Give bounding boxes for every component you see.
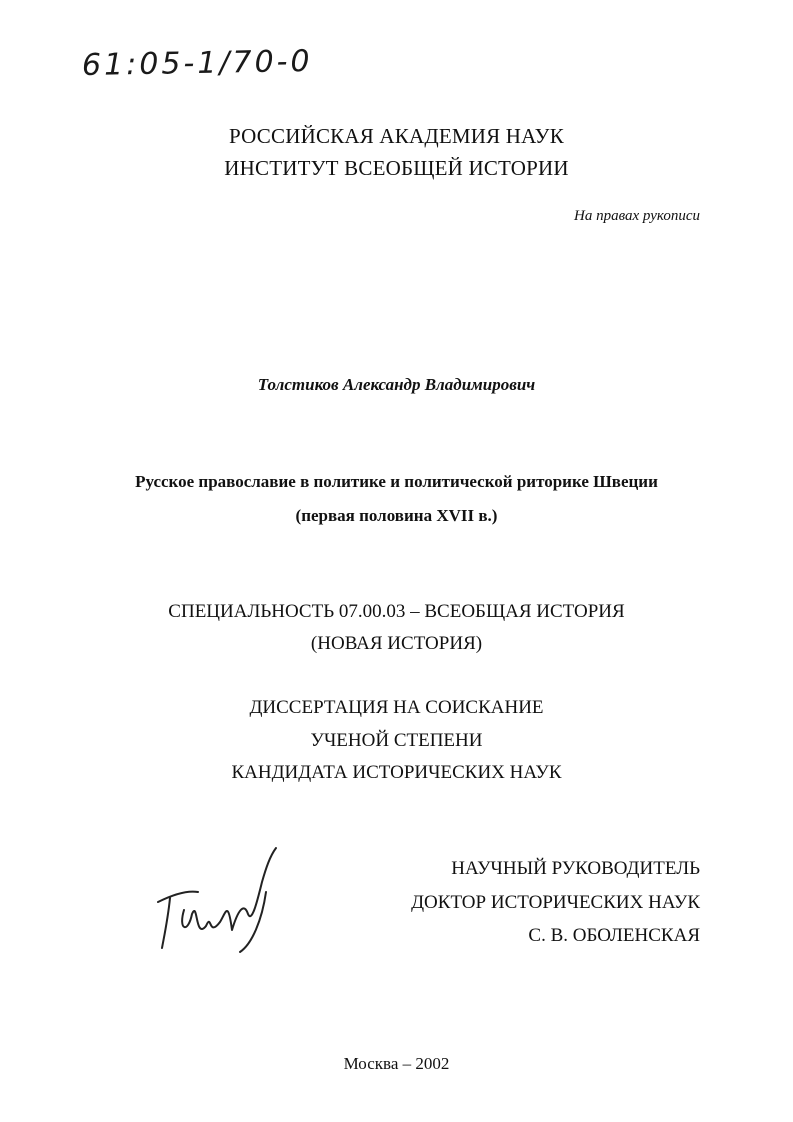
organization-name: РОССИЙСКАЯ АКАДЕМИЯ НАУК: [229, 124, 564, 148]
dissertation-subtitle: (первая половина XVII в.): [295, 506, 498, 525]
supervisor-degree: ДОКТОР ИСТОРИЧЕСКИХ НАУК: [411, 892, 700, 913]
supervisor-name: С. В. ОБОЛЕНСКАЯ: [528, 925, 700, 946]
archive-code: 61:05-1/70-0: [81, 43, 313, 84]
supervisor-label: НАУЧНЫЙ РУКОВОДИТЕЛЬ: [451, 858, 700, 879]
dissertation-title: Русское православие в политике и политической риторике Швеции: [135, 472, 658, 491]
specialty-line-2: (НОВАЯ ИСТОРИЯ): [310, 633, 483, 654]
author-name: Толстиков Александр Владимирович: [257, 375, 536, 394]
place-and-year: Москва – 2002: [343, 1054, 450, 1073]
degree-line-3: КАНДИДАТА ИСТОРИЧЕСКИХ НАУК: [231, 762, 562, 783]
specialty-line-1: СПЕЦИАЛЬНОСТЬ 07.00.03 – ВСЕОБЩАЯ ИСТОРИЯ: [168, 601, 625, 622]
manuscript-note: На правах рукописи: [574, 208, 700, 224]
degree-line-2: УЧЕНОЙ СТЕПЕНИ: [310, 730, 483, 751]
institute-name: ИНСТИТУТ ВСЕОБЩЕЙ ИСТОРИИ: [224, 156, 569, 180]
degree-line-1: ДИССЕРТАЦИЯ НА СОИСКАНИЕ: [249, 697, 544, 718]
author-signature: [150, 840, 290, 960]
